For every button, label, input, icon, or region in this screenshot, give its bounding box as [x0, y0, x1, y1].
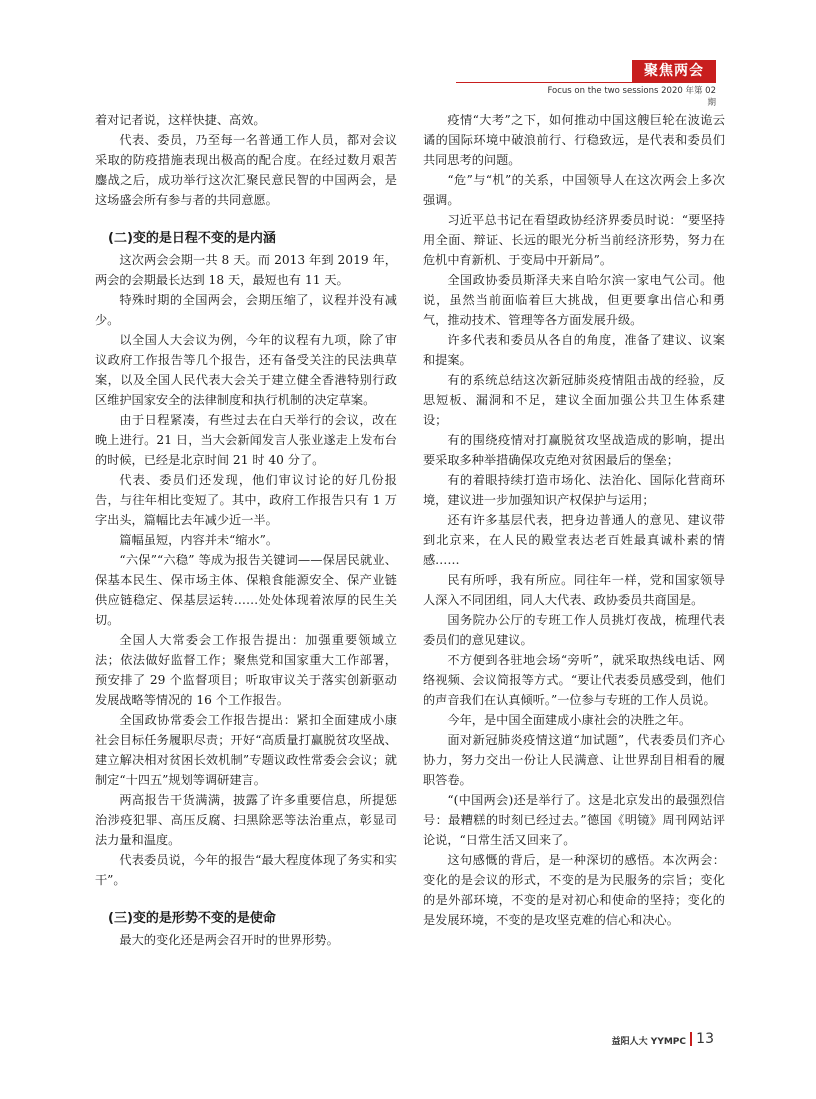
paragraph: 全国政协常委会工作报告提出：紧扣全面建成小康社会目标任务履职尽责；开好“高质量打赢脱贫攻坚战、建立解决相对贫困长效机制”专题议政性常委会会议；就制定“十四五”规划等调研建言。 [95, 713, 397, 787]
paragraph: 两高报告干货满满，披露了许多重要信息，所提惩治涉疫犯罪、高压反腐、扫黑除恶等法治重点，彰显司法力量和温度。 [95, 793, 397, 847]
paragraph: 最大的变化还是两会召开时的世界形势。 [119, 933, 339, 947]
right-column [423, 110, 725, 930]
paragraph: 国务院办公厅的专班工作人员挑灯夜战，梳理代表委员们的意见建议。 [423, 613, 725, 647]
paragraph: 以全国人大会议为例，今年的议程有九项，除了审议政府工作报告等几个报告，还有备受关注的民法典草案，以及全国人民代表大会关于建立健全香港特别行政区维护国家安全的法律制度和执行机制的决定草案。 [95, 333, 397, 407]
paragraph: 疫情“大考”之下，如何推动中国这艘巨轮在波诡云谲的国际环境中破浪前行、行稳致远，是代表和委员们共同思考的问题。 [423, 113, 725, 167]
page-number: 13 [696, 1031, 714, 1047]
section-gap [95, 210, 397, 228]
paragraph: 许多代表和委员从各自的角度，准备了建议、议案和提案。 [423, 333, 725, 367]
section-heading: (二)变的是日程不变的是内涵 [108, 231, 276, 246]
paragraph: 今年，是中国全面建成小康社会的决胜之年。 [447, 713, 692, 727]
paragraph: “(中国两会)还是举行了。这是北京发出的最强烈信号：最糟糕的时刻已经过去。”德国《明镜》周刊网站评论说，“日常生活又回来了。 [423, 793, 725, 847]
section-heading: (三)变的是形势不变的是使命 [108, 911, 276, 926]
paragraph: 全国政协委员斯泽夫来自哈尔滨一家电气公司。他说，虽然当前面临着巨大挑战，但更要拿出信心和勇气，推动技术、管理等各方面发展升级。 [423, 273, 725, 327]
footer-divider [690, 1032, 692, 1046]
paragraph: 不方便到各驻地会场“旁听”，就采取热线电话、网络视频、会议简报等方式。“要让代表委员感受到，他们的声音我们在认真倾听。”一位参与专班的工作人员说。 [423, 653, 725, 707]
paragraph: 有的围绕疫情对打赢脱贫攻坚战造成的影响，提出要采取多种举措确保攻克绝对贫困最后的堡垒； [423, 433, 725, 467]
paragraph: 着对记者说，这样快捷、高效。 [95, 113, 266, 127]
paragraph: 还有许多基层代表，把身边普通人的意见、建议带到北京来，在人民的殿堂表达老百姓最真诚朴素的情感…… [423, 513, 725, 567]
journal-name: 益阳人大 YYMPC [611, 1037, 686, 1047]
paragraph: 有的系统总结这次新冠肺炎疫情阻击战的经验，反思短板、漏洞和不足，建议全面加强公共卫生体系建设； [423, 373, 725, 427]
paragraph: 由于日程紧凑，有些过去在白天举行的会议，改在晚上进行。21 日，当大会新闻发言人张业遂走上发布台的时候，已经是北京时间 21 时 40 分了。 [95, 413, 397, 467]
paragraph: 代表、委员们还发现，他们审议讨论的好几份报告，与往年相比变短了。其中，政府工作报告只有 1 万字出头，篇幅比去年减少近一半。 [95, 473, 397, 527]
left-column [95, 110, 397, 950]
header-rule [456, 82, 716, 83]
paragraph: 民有所呼，我有所应。同往年一样，党和国家领导人深入不同团组，同人大代表、政协委员共商国是。 [423, 573, 725, 607]
paragraph: 这句感慨的背后，是一种深切的感悟。本次两会：变化的是会议的形式，不变的是为民服务的宗旨；变化的是外部环境，不变的是对初心和使命的坚持；变化的是发展环境，不变的是攻坚克难的信心和决心。 [423, 853, 725, 927]
paragraph: 有的着眼持续打造市场化、法治化、国际化营商环境，建议进一步加强知识产权保护与运用； [423, 473, 725, 507]
section-tag: 聚焦两会 [632, 60, 716, 82]
paragraph: 代表、委员，乃至每一名普通工作人员，都对会议采取的防疫措施表现出极高的配合度。在经过数月艰苦鏖战之后，成功举行这次汇聚民意民智的中国两会，是这场盛会所有参与者的共同意愿。 [95, 133, 397, 207]
paragraph: 全国人大常委会工作报告提出：加强重要领域立法；依法做好监督工作；聚焦党和国家重大工作部署，预安排了 29 个监督项目；听取审议关于落实创新驱动发展战略等情况的 16 个工作报告。 [95, 633, 397, 707]
paragraph: 篇幅虽短，内容并未“缩水”。 [119, 533, 279, 547]
paragraph: 习近平总书记在看望政协经济界委员时说：“要坚持用全面、辩证、长远的眼光分析当前经济形势，努力在危机中育新机、于变局中开新局”。 [423, 213, 725, 267]
page-footer [560, 1030, 716, 1048]
paragraph: 面对新冠肺炎疫情这道“加试题”，代表委员们齐心协力，努力交出一份让人民满意、让世界刮目相看的履职答卷。 [423, 733, 725, 787]
paragraph: 这次两会会期一共 8 天。而 2013 年到 2019 年，两会的会期最长达到 18 天，最短也有 11 天。 [95, 253, 397, 287]
paragraph: “六保”“六稳” 等成为报告关键词——保居民就业、保基本民生、保市场主体、保粮食能源安全、保产业链供应链稳定、保基层运转……处处体现着浓厚的民生关切。 [95, 553, 397, 627]
paragraph: “危”与“机”的关系，中国领导人在这次两会上多次强调。 [423, 173, 725, 207]
paragraph: 代表委员说，今年的报告“最大程度体现了务实和实干”。 [95, 853, 397, 887]
paragraph: 特殊时期的全国两会，会期压缩了，议程并没有减少。 [95, 293, 397, 327]
header-subtitle: Focus on the two sessions 2020 年第 02 期 [547, 86, 716, 108]
section-gap [95, 890, 397, 908]
